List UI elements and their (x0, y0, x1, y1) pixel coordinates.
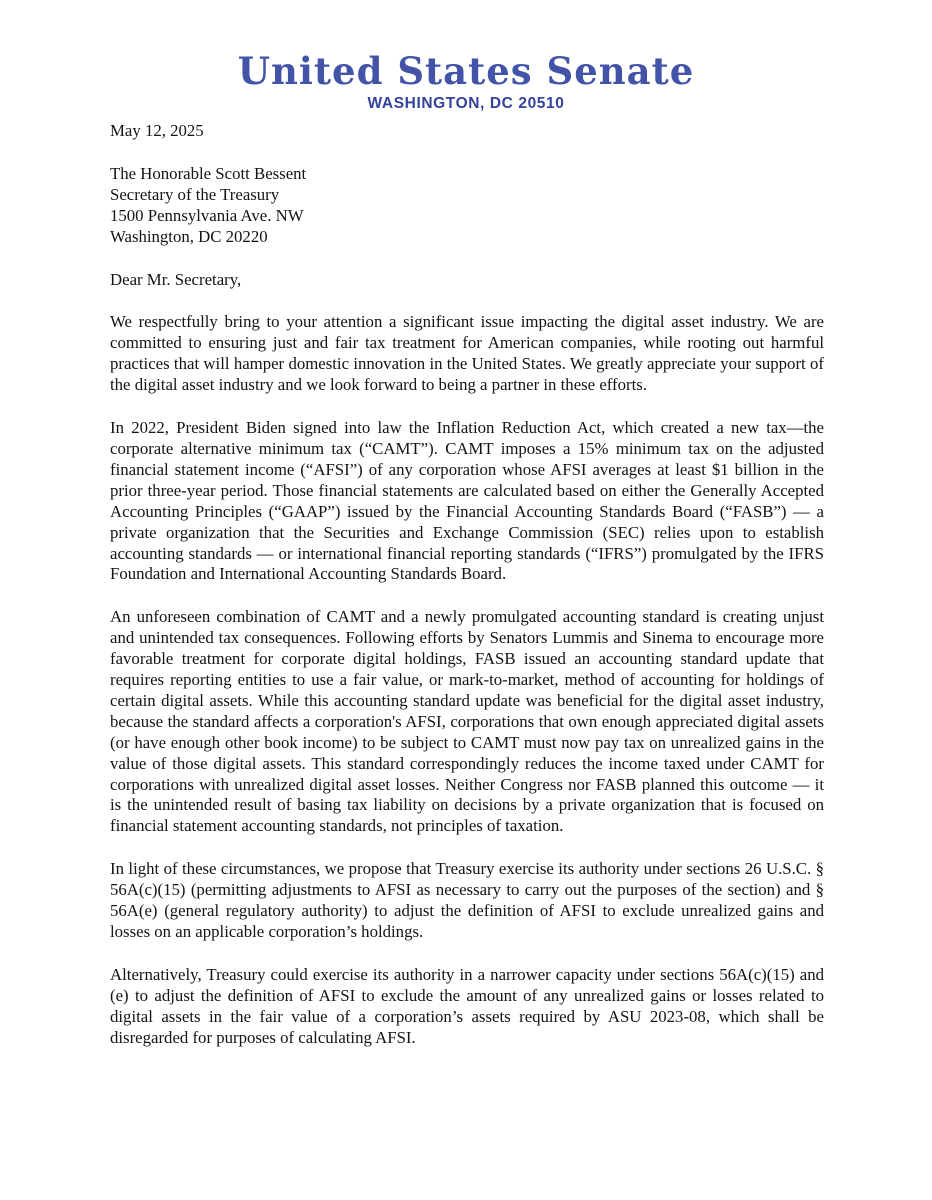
letterhead-org-name: United States Senate (237, 49, 695, 93)
recipient-city-line: Washington, DC 20220 (110, 226, 268, 246)
recipient-street-line: 1500 Pennsylvania Ave. NW (110, 205, 304, 225)
paragraph-proposal: In light of these circumstances, we propose that Treasury exercise its authority under sections 26 U.S.C. § 56A(c)(15) (permitting adjustments to AFSI as necessary to carry out the purposes of the section) and § 56A(e) (general regulatory authority) to adjust the definition of AFSI to exclude unrealized gains and losses on an applicable corporation’s holdings. (110, 859, 824, 941)
letterhead (0, 0, 932, 114)
letterhead-address: WASHINGTON, DC 20510 (367, 95, 565, 112)
recipient-block (110, 164, 824, 248)
paragraph-alternative: Alternatively, Treasury could exercise its authority in a narrower capacity under sections 56A(c)(15) and (e) to adjust the definition of AFSI to exclude the amount of any unrealized gains or losses related to digital assets in the fair value of a corporation’s assets required by ASU 2023-08, which shall be disregarded for purposes of calculating AFSI. (110, 964, 824, 1047)
letter-body (110, 121, 824, 1049)
paragraph-unintended-consequences: An unforeseen combination of CAMT and a newly promulgated accounting standard is creating unjust and unintended tax consequences. Following efforts by Senators Lummis and Sinema to encourage more favorable treatment for corporate digital holdings, FASB issued an accounting standard update that requires reporting entities to use a fair value, or mark-to-market, method of accounting for holdings of certain digital assets. While this accounting standard update was beneficial for the digital asset industry, because the standard affects a corporation's AFSI, corporations that own enough appreciated digital assets (or have enough other book income) to be subject to CAMT must now pay tax on unrealized gains in the value of those digital assets. This standard correspondingly reduces the income taxed under CAMT for corporations with unrealized digital asset losses. Neither Congress nor FASB planned this outcome — it is the unintended result of basing tax liability on decisions by a private organization that is focused on financial statement accounting standards, not principles of taxation. (110, 607, 824, 836)
paragraph-camt-background: In 2022, President Biden signed into law the Inflation Reduction Act, which created a new tax—the corporate alternative minimum tax (“CAMT”). CAMT imposes a 15% minimum tax on the adjusted financial statement income (“AFSI”) of any corporation whose AFSI averages at least $1 billion in the prior three-year period. Those financial statements are calculated based on either the Generally Accepted Accounting Principles (“GAAP”) issued by the Financial Accounting Standards Board (“FASB”) — a private organization that the Securities and Exchange Commission (SEC) relies upon to establish accounting standards — or international financial reporting standards (“IFRS”) promulgated by the IFRS Foundation and International Accounting Standards Board. (110, 418, 824, 584)
paragraph-intro: We respectfully bring to your attention a significant issue impacting the digital asset industry. We are committed to ensuring just and fair tax treatment for American companies, while rooting out harmful practices that will hamper domestic innovation in the United States. We greatly appreciate your support of the digital asset industry and we look forward to being a partner in these efforts. (110, 312, 824, 395)
recipient-title-line: Secretary of the Treasury (110, 184, 280, 204)
letter-date: May 12, 2025 (110, 121, 204, 140)
recipient-name-line: The Honorable Scott Bessent (110, 163, 307, 183)
salutation: Dear Mr. Secretary, (110, 269, 242, 289)
